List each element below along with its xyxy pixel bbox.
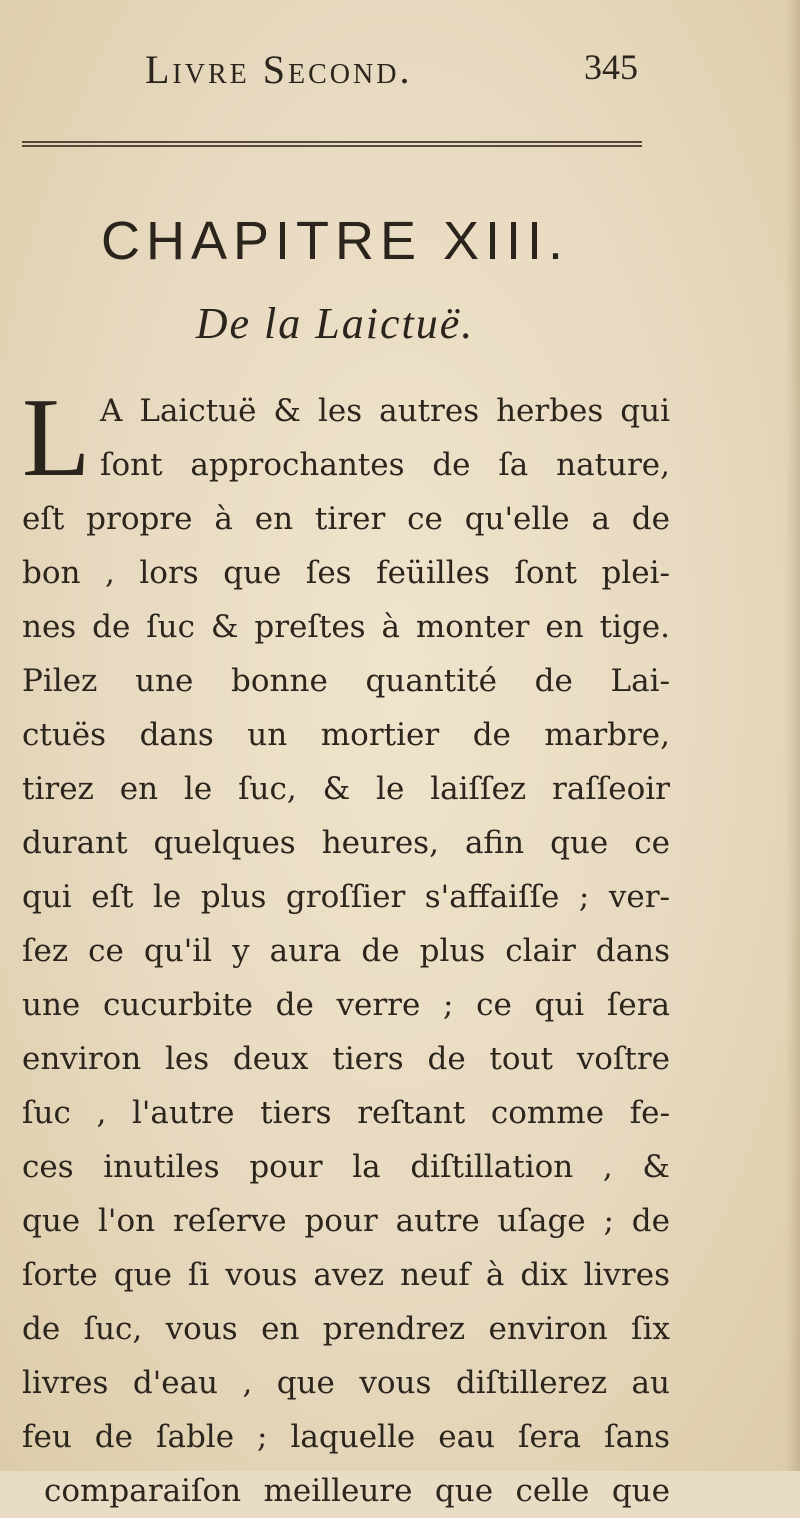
text-line: ſorte que ſi vous avez neuf à dix livres (22, 1257, 670, 1293)
text-line: eſt propre à en tirer ce qu'elle a de (22, 501, 670, 537)
text-line: ctuës dans un mortier de marbre, (22, 717, 670, 753)
text-line: une cucurbite de verre ; ce qui ſera (22, 987, 670, 1023)
text-line: que l'on reſerve pour autre uſage ; de (22, 1203, 670, 1239)
running-title: Livre Second. (145, 47, 413, 92)
text-line: bon , lors que ſes feüilles ſont plei- (22, 555, 670, 591)
text-line: ſuc , l'autre tiers reſtant comme fe- (22, 1095, 670, 1131)
drop-cap: L (22, 376, 91, 500)
text-line: ſez ce qu'il y aura de plus clair dans (22, 933, 670, 969)
text-line: environ les deux tiers de tout voſtre (22, 1041, 670, 1077)
chapter-subtitle: De la Laictuë. (195, 299, 475, 348)
text-line: A Laictuë & les autres herbes qui (100, 393, 670, 429)
header-rule (22, 141, 642, 147)
text-line: feu de ſable ; laquelle eau ſera ſans (22, 1419, 670, 1455)
text-line: nes de ſuc & preſtes à monter en tige. (22, 609, 670, 645)
page-number: 345 (584, 47, 638, 87)
body-text (22, 376, 670, 1518)
running-head (0, 46, 800, 106)
text-line: Pilez une bonne quantité de Lai- (22, 663, 670, 699)
text-line: livres d'eau , que vous diſtillerez au (22, 1365, 670, 1401)
text-line: durant quelques heures, afin que ce (22, 825, 670, 861)
text-line: ſont approchantes de ſa nature, (100, 447, 670, 483)
text-line: comparaiſon meilleure que celle que (44, 1473, 670, 1509)
text-line: de ſuc, vous en prendrez environ ſix (22, 1311, 670, 1347)
chapter-heading: CHAPITRE XIII. (100, 211, 570, 271)
text-line: tirez en le ſuc, & le laiſſez raſſeoir (22, 771, 670, 807)
text-line: qui eſt le plus groſſier s'affaiſſe ; ver- (22, 879, 670, 915)
text-line: ces inutiles pour la diſtillation , & (22, 1149, 670, 1185)
